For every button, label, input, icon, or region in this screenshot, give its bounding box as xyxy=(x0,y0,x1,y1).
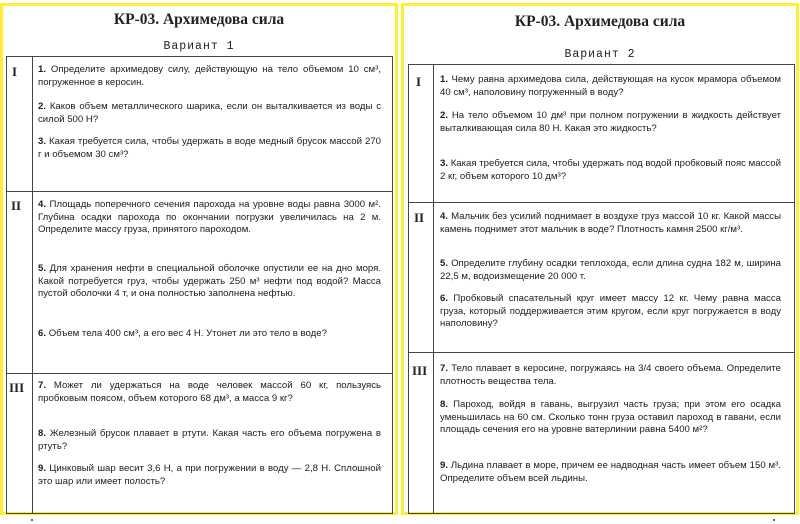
task-text: Пробковый спасательный круг имеет массу 12 кг. Чему равна масса груза, который поддерживается этим кругом, если круг погружается в воду наполовину? xyxy=(440,293,781,330)
variant-label: Вариант 1 xyxy=(163,40,235,53)
table-bottom-rule xyxy=(6,513,393,514)
task-item xyxy=(440,110,781,135)
task-item xyxy=(440,211,781,236)
task-text: Железный брусок плавает в ртути. Какая часть его объема погружена в ртуть? xyxy=(38,428,381,452)
task-number: 3. xyxy=(440,158,449,169)
task-item xyxy=(38,328,381,341)
task-item xyxy=(38,136,381,161)
task-number: 9. xyxy=(440,460,449,471)
task-number: 5. xyxy=(440,258,449,269)
task-number: 4. xyxy=(440,211,449,222)
task-number: 8. xyxy=(38,428,47,439)
section-number-II: II xyxy=(414,210,425,225)
task-number: 5. xyxy=(38,263,47,274)
task-text: Цинковый шар весит 3,6 Н, а при погружении в воду — 2,8 Н. Сплошной это шар или имеет полость? xyxy=(38,463,381,487)
table-bottom-rule xyxy=(408,513,795,514)
task-item xyxy=(38,199,381,237)
task-item xyxy=(440,258,781,283)
task-item xyxy=(440,399,781,437)
task-item xyxy=(38,428,381,453)
section-divider xyxy=(408,352,795,353)
variant-1-card xyxy=(0,3,398,515)
task-text: Каков объем металлического шарика, если он выталкивается из воды с силой 500 Н? xyxy=(38,101,381,125)
task-item xyxy=(38,463,381,488)
task-number: 4. xyxy=(38,199,47,210)
scan-speck xyxy=(773,519,775,521)
table-top-rule xyxy=(6,56,393,57)
column-divider xyxy=(32,56,33,514)
task-number: 1. xyxy=(440,74,449,85)
task-text: Определите глубину осадки теплохода, если длина судна 182 м, ширина 22,5 м, водоизмещение 20 000 т. xyxy=(440,258,781,282)
task-text: Объем тела 400 см³, а его вес 4 Н. Утонет ли это тело в воде? xyxy=(48,328,327,339)
task-text: Площадь поперечного сечения парохода на уровне воды равна 3000 м². Глубина осадки парохода по окончании погрузки увеличилась на 2 м. Определите массу груза, принятого пароходом. xyxy=(38,199,382,236)
section-divider xyxy=(6,373,393,374)
task-text: Тело плавает в керосине, погружаясь на 3/4 своего объема. Определите плотность вещества тела. xyxy=(440,363,781,387)
worksheet-title: КР-03. Архимедова сила xyxy=(113,11,285,28)
task-number: 8. xyxy=(440,399,449,410)
task-number: 2. xyxy=(38,101,47,112)
task-text: Какая требуется сила, чтобы удержать в воде медный брусок массой 270 г и объемом 30 см³? xyxy=(38,136,382,160)
task-item xyxy=(38,64,381,89)
task-number: 2. xyxy=(440,110,449,121)
task-item xyxy=(440,158,781,183)
task-number: 6. xyxy=(440,293,449,304)
task-number: 7. xyxy=(440,363,449,374)
task-text: Может ли удержаться на воде человек массой 60 кг, пользуясь пробковым поясом, объем которого 68 дм³, а масса 9 кг? xyxy=(38,380,381,404)
task-item xyxy=(38,263,381,301)
task-text: Чему равна архимедова сила, действующая на кусок мрамора объемом 40 см³, наполовину погруженный в воду? xyxy=(440,74,782,98)
column-divider xyxy=(433,64,434,514)
task-item xyxy=(38,101,381,126)
task-number: 7. xyxy=(38,380,47,391)
task-number: 1. xyxy=(38,64,47,75)
task-text: Пароход, войдя в гавань, выгрузил часть груза; при этом его осадка уменьшилась на 60 см. Сколько тонн груза оставил пароход в гавани, если площадь сечения его на уровне ватерлинии равна 5400 м²? xyxy=(440,399,782,436)
section-divider xyxy=(6,191,393,192)
task-text: Определите архимедову силу, действующую на тело объемом 10 см³, погруженное в керосин. xyxy=(38,64,381,88)
section-number-II: II xyxy=(11,198,22,213)
task-item xyxy=(38,380,381,405)
variant-label: Вариант 2 xyxy=(564,48,636,61)
section-number-I: I xyxy=(416,74,422,89)
section-divider xyxy=(408,202,795,203)
task-item xyxy=(440,460,781,485)
task-text: На тело объемом 10 дм³ при полном погружении в жидкость действует выталкивающая сила 80 Н. Какая это жидкость? xyxy=(440,110,781,134)
task-item xyxy=(440,363,781,388)
table-top-rule xyxy=(408,64,795,65)
task-item xyxy=(440,74,781,99)
task-text: Для хранения нефти в специальной оболочке опустили ее на дно моря. Какой потребуется груз, чтобы удержать 250 м³ нефти под водой? Масса пустой оболочки 4 т, и она полностью заполнена нефтью. xyxy=(38,263,381,300)
task-text: Какая требуется сила, чтобы удержать под водой пробковый пояс массой 2 кг, объем которого 10 дм³? xyxy=(440,158,781,182)
task-number: 3. xyxy=(38,136,47,147)
task-number: 6. xyxy=(38,328,47,339)
task-text: Льдина плавает в море, причем ее надводная часть имеет объем 150 м³. Определите объем всей льдины. xyxy=(440,460,781,484)
section-number-III: III xyxy=(9,380,25,395)
section-number-I: I xyxy=(12,64,18,79)
variant-2-card xyxy=(401,3,799,515)
scan-speck xyxy=(31,519,33,521)
task-text: Мальчик без усилий поднимает в воздухе груз массой 10 кг. Какой массы камень поднимет этот мальчик в воде? Плотность камня 2500 кг/м³. xyxy=(440,211,781,235)
worksheet-title: КР-03. Архимедова сила xyxy=(514,13,686,30)
task-item xyxy=(440,293,781,331)
task-number: 9. xyxy=(38,463,47,474)
section-number-III: III xyxy=(412,363,428,378)
